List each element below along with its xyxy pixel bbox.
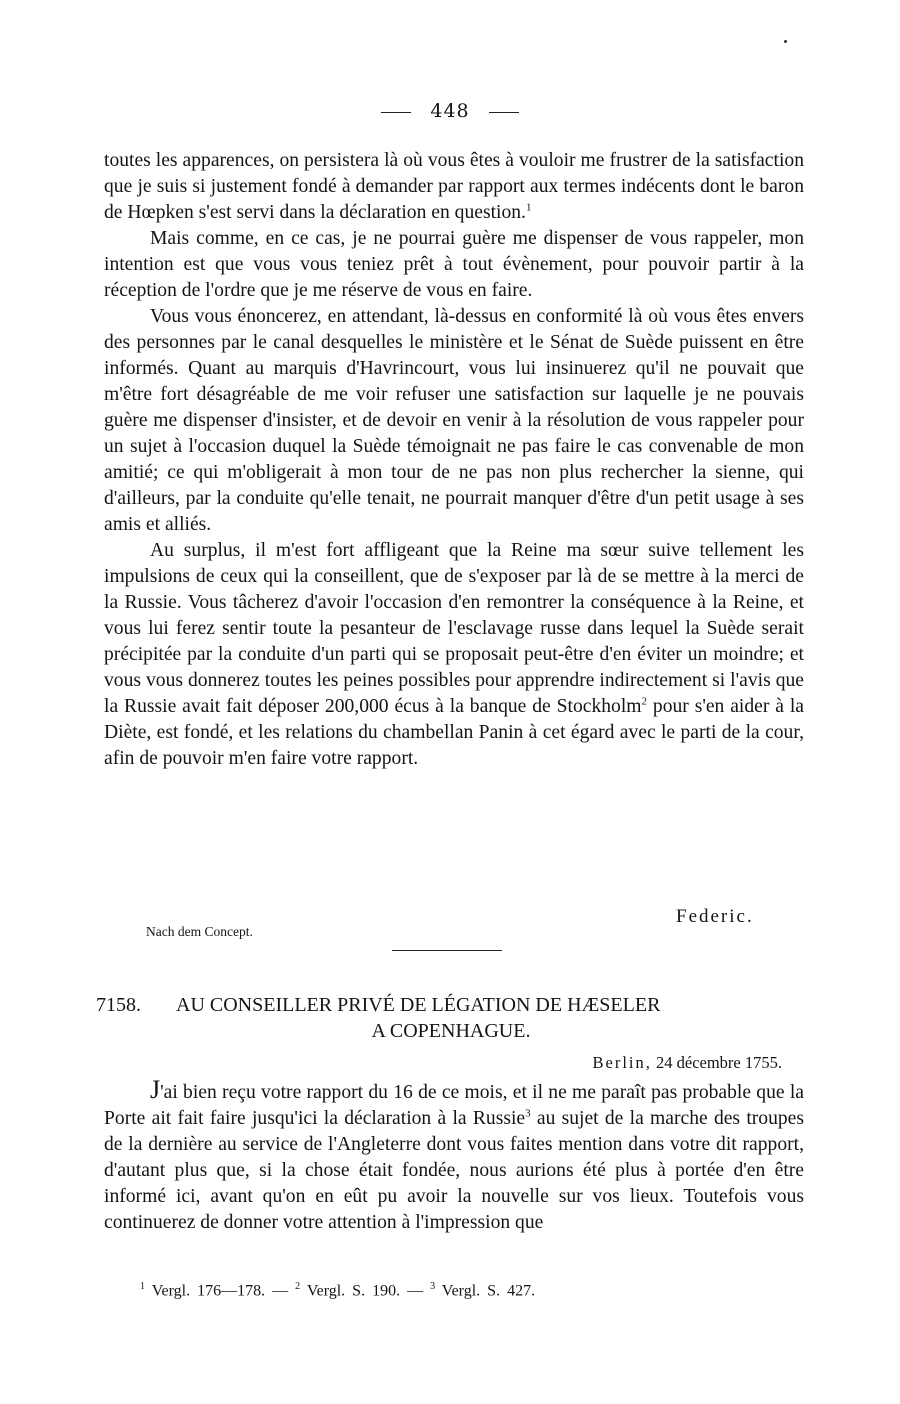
footnote-1-mark: 1 [140,1281,145,1292]
source-note: Nach dem Concept. [146,924,253,939]
footnote-mark-1: 1 [525,201,532,214]
page-number-dash-right [489,112,519,113]
paragraph-2: Mais comme, en ce cas, je ne pourrai guère me dispenser de vous rappeler, mon intention est que vous vous teniez prêt à tout évènement, pour pouvoir partir à la réception de l'ordre que je me réserve de vous en faire. [104,228,804,301]
letter-new-body [104,1077,804,1236]
letter-new-paragraph: J'ai bien reçu votre rapport du 16 de ce mois, et il ne me paraît pas probable que la Porte ait fait faire jusqu'ici la déclaration à la Russie$^3$ au sujet de la marche des troupes de la dernière au service de l'Angleterre dont vous faites mention dans votre dit rapport, d'autant plus que, si la chose était fondée, nous aurions été plus à portée d'en être informé ici, avant qu'on en eût pu avoir la nouvelle sur vos lieux. Toutefois vous continuerez de donner votre attention à l'impression que [104,1075,804,1233]
footnotes [140,1281,535,1300]
letter-continued-body [104,148,804,772]
heading-line-2: A COPENHAGUE. [371,1020,531,1042]
footnote-mark-3: 3 [525,1107,531,1120]
drop-cap: J [150,1075,161,1104]
paragraph-4: Au surplus, il m'est fort affligeant que la Reine ma sœur suive tellement les impulsions de ceux qui la conseillent, que de s'exposer par là de se mettre à la merci de la Russie. Vous tâcherez d'avoir l'occasion d'en remontrer la conséquence à la Reine, et vous lui ferez sentir toute la pesanteur de l'esclavage russe dans lequel la Suède serait précipitée par la conduite d'un parti qui se proposait peut-être d'en éviter un moindre; et vous vous donnerez toutes les peines possibles pour apprendre indirectement si l'avis que la Russie avait fait déposer 200,000 écus à la banque de Stockholm$^2$ pour s'en aider à la Diète, est fondé, et les relations du chambellan Panin à cet égard avec le parti de la cour, afin de pouvoir m'en faire votre rapport. [104,540,804,769]
footnote-1: Vergl. 176—178. — [151,1282,289,1300]
footnote-2: Vergl. S. 190. — [306,1282,424,1300]
dateline [593,1053,783,1073]
footnote-2-mark: 2 [295,1281,301,1292]
page-number [0,100,900,122]
page-number-dash-left [381,112,411,113]
letter-number: 7158. [96,994,141,1016]
paragraph-3: Vous vous énoncerez, en attendant, là-dessus en conformité là où vous êtes envers des personnes par le canal desquelles le ministère et le Sénat de Suède puissent en être informés. Quant au marquis d'Havrincourt, vous lui insinuerez qu'il ne pouvait que m'être fort désagréable de me voir refuser une satisfaction sur laquelle je ne pouvais guère me dispenser d'insister, et de devoir en venir à la résolution de vous rappeler pour un sujet à l'occasion duquel la Suède témoignait ne pas faire le cas convenable de mon amitié; ce qui m'obligerait à mon tour de ne pas non plus rechercher la sienne, qui d'ailleurs, par la conduite qu'elle tenait, ne pourrait manquer d'être d'un petit usage à ses amis et alliés. [104,306,804,535]
paragraph-1: toutes les apparences, on persistera là où vous êtes à vouloir me frustrer de la satisfaction que je suis si justement fondé à demander par rapport aux termes indécents dont le baron de Hœpken s'est servi dans la déclaration en question.$^1$ [104,150,804,223]
page-number-value: 448 [430,100,470,122]
stray-mark [784,40,787,43]
signature: Federic. [676,906,754,927]
heading-line-1: AU CONSEILLER PRIVÉ DE LÉGATION DE HÆSELER [176,994,661,1016]
footnote-3-mark: 3 [430,1281,436,1292]
dateline-date: 24 décembre 1755. [656,1053,782,1072]
letter-heading [96,992,806,1044]
dateline-place: Berlin, [592,1053,652,1072]
footnote-mark-2: 2 [641,695,648,708]
section-divider [392,950,502,951]
footnote-3: Vergl. S. 427. [441,1282,536,1300]
